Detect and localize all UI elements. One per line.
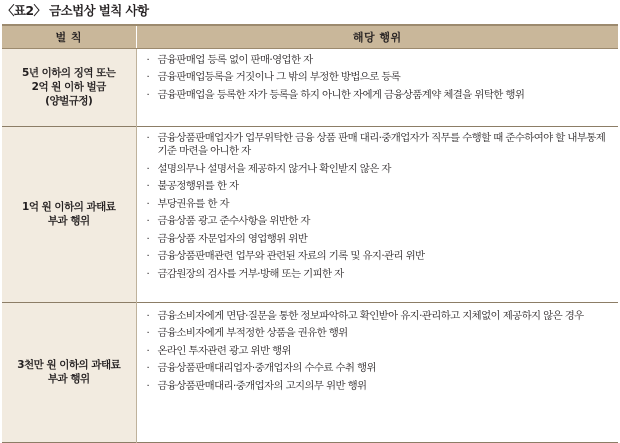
acts-list bbox=[137, 310, 615, 394]
list-item: · 금융소비자에게 부적정한 상품을 권유한 행위 bbox=[146, 327, 348, 339]
penalty-line: (양벌규정) bbox=[45, 95, 93, 107]
list-item: · 불공정행위를 한 자 bbox=[146, 180, 239, 192]
list-item: · 금융상품판매업자가 업무위탁한 금융 상품 판매 대리·중개업자가 직무를 수행할 때 준수하여야 할 내부통제기준 마련을 아니한 자 bbox=[146, 131, 606, 157]
bullet-icon: · bbox=[146, 198, 150, 210]
acts-list bbox=[137, 132, 615, 282]
penalty-line: 2억 원 이하 벌금 bbox=[31, 81, 106, 93]
table-row bbox=[2, 126, 618, 302]
table-row bbox=[2, 302, 618, 442]
list-item: · 금융판매업을 등록한 자가 등록을 하지 아니한 자에게 금융상품계약 체결을 위탁한 행위 bbox=[146, 88, 525, 101]
bullet-icon: · bbox=[146, 181, 150, 192]
penalty-table bbox=[2, 24, 618, 443]
bullet-icon: · bbox=[146, 233, 150, 245]
bullet-icon: · bbox=[146, 310, 150, 322]
list-item: · 온라인 투자관련 광고 위반 행위 bbox=[146, 344, 291, 357]
penalty-cell bbox=[2, 126, 136, 302]
list-item: · 금감원장의 검사를 거부·방해 또는 기피한 자 bbox=[146, 267, 344, 280]
penalty-line: 3천만 원 이하의 과태료 bbox=[17, 359, 121, 371]
table-caption: 〈표2〉 금소법상 벌칙 사항 bbox=[2, 3, 149, 18]
bullet-icon: · bbox=[146, 345, 150, 357]
bullet-icon: · bbox=[146, 216, 150, 227]
penalty-cell bbox=[2, 302, 136, 442]
list-item: · 금융상품 광고 준수사항을 위반한 자 bbox=[146, 215, 310, 227]
bullet-icon: · bbox=[146, 268, 150, 280]
bullet-icon: · bbox=[146, 380, 150, 392]
acts-cell bbox=[136, 302, 618, 442]
list-item: · 금융상품판매대리업자·중개업자의 수수료 수취 행위 bbox=[146, 362, 376, 374]
table-header-row bbox=[2, 25, 618, 48]
acts-cell bbox=[136, 48, 618, 126]
penalty-line: 부과 행위 bbox=[47, 373, 90, 385]
bullet-icon: · bbox=[146, 89, 150, 101]
bullet-icon: · bbox=[146, 163, 150, 175]
bullet-icon: · bbox=[146, 132, 150, 144]
bullet-icon: · bbox=[146, 72, 150, 83]
bullet-icon: · bbox=[146, 363, 150, 374]
list-item: · 금융상품판매대리·중개업자의 고지의무 위반 행위 bbox=[146, 379, 367, 392]
bullet-icon: · bbox=[146, 251, 150, 262]
bullet-icon: · bbox=[146, 54, 150, 66]
acts-cell bbox=[136, 126, 618, 302]
acts-list bbox=[137, 54, 615, 103]
penalty-line: 1억 원 이하의 과태료 bbox=[22, 201, 116, 213]
list-item: · 금융판매업 등록 없이 판매·영업한 자 bbox=[146, 53, 313, 66]
list-item: · 부당권유를 한 자 bbox=[146, 197, 229, 210]
bullet-icon: · bbox=[146, 328, 150, 339]
list-item: · 설명의무나 설명서을 제공하지 않거나 확인받지 않은 자 bbox=[146, 162, 391, 175]
list-item: · 금융판매업등록을 거짓이나 그 밖의 부정한 방법으로 등록 bbox=[146, 71, 401, 83]
list-item: · 금융상품 자문업자의 영업행위 위반 bbox=[146, 232, 308, 245]
table-row bbox=[2, 48, 618, 126]
penalty-line: 부과 행위 bbox=[47, 215, 90, 227]
penalty-cell bbox=[2, 48, 136, 126]
header-penalty: 벌 칙 bbox=[2, 25, 136, 48]
list-item: · 금융상품판매관련 업무와 관련된 자료의 기록 및 유지·관리 위반 bbox=[146, 250, 425, 262]
list-item: · 금융소비자에게 면담·질문을 통한 정보파악하고 확인받아 유지·관리하고 지체없이 제공하지 않은 경우 bbox=[146, 309, 584, 322]
header-acts: 해당 행위 bbox=[136, 25, 618, 48]
penalty-line: 5년 이하의 징역 또는 bbox=[22, 67, 116, 79]
